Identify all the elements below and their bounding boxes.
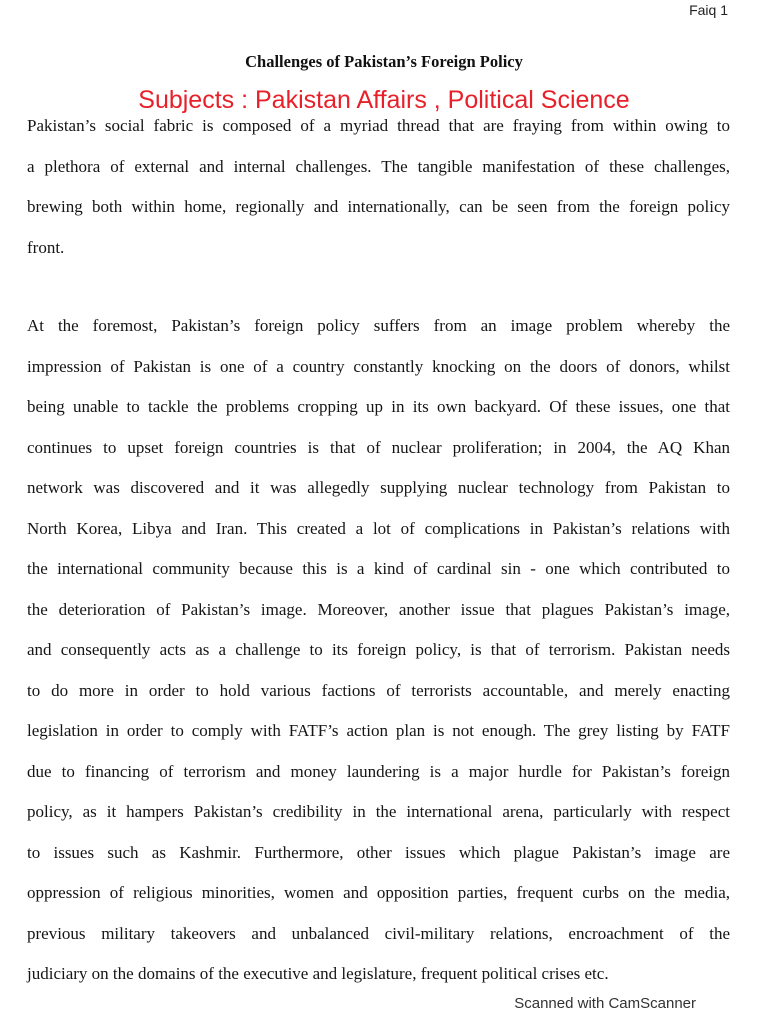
paragraph-line: brewing both within home, regionally and internationally, can be seen from the foreign policy — [27, 197, 730, 216]
paragraph-line: network was discovered and it was allegedly supplying nuclear technology from Pakistan to — [27, 478, 730, 497]
paragraph-line: legislation in order to comply with FATF’s action plan is not enough. The grey listing by FATF — [27, 721, 730, 740]
document-title: Challenges of Pakistan’s Foreign Policy — [245, 52, 523, 71]
scanner-watermark: Scanned with CamScanner — [514, 995, 696, 1012]
paragraph-line: the deterioration of Pakistan’s image. Moreover, another issue that plagues Pakistan’s image, — [27, 599, 730, 619]
paragraph-intro — [27, 106, 730, 268]
paragraph-line: being unable to tackle the problems cropping up in its own backyard. Of these issues, one that — [27, 397, 730, 416]
paragraph-image-problem — [27, 306, 730, 995]
page-number-label: Faiq 1 — [689, 2, 728, 18]
paragraph-line: oppression of religious minorities, women and opposition parties, frequent curbs on the media, — [27, 883, 730, 902]
paragraph-line: continues to upset foreign countries is that of nuclear proliferation; in 2004, the AQ Khan — [27, 437, 730, 457]
paragraph-line: to do more in order to hold various factions of terrorists accountable, and merely enacting — [27, 680, 730, 700]
paragraph-line: judiciary on the domains of the executive and legislature, frequent political crises etc. — [27, 964, 609, 983]
paragraph-line: previous military takeovers and unbalanced civil-military relations, encroachment of the — [27, 923, 730, 943]
subjects-annotation: Subjects : Pakistan Affairs , Political Science — [138, 86, 630, 114]
paragraph-line: North Korea, Libya and Iran. This created a lot of complications in Pakistan’s relations with — [27, 518, 730, 538]
paragraph-line: front. — [27, 237, 65, 257]
paragraph-line: Pakistan’s social fabric is composed of a myriad thread that are fraying from within owing to — [27, 116, 730, 135]
paragraph-line: due to financing of terrorism and money laundering is a major hurdle for Pakistan’s foreign — [27, 761, 730, 781]
paragraph-line: impression of Pakistan is one of a country constantly knocking on the doors of donors, whilst — [27, 356, 730, 376]
paragraph-line: to issues such as Kashmir. Furthermore, other issues which plague Pakistan’s image are — [27, 842, 730, 862]
paragraph-line: a plethora of external and internal challenges. The tangible manifestation of these challenges, — [27, 156, 730, 176]
paragraph-line: At the foremost, Pakistan’s foreign policy suffers from an image problem whereby the — [27, 316, 730, 335]
paragraph-line: and consequently acts as a challenge to its foreign policy, is that of terrorism. Pakistan needs — [27, 640, 730, 659]
paragraph-line: the international community because this is a kind of cardinal sin - one which contributed to — [27, 559, 730, 578]
paragraph-line: policy, as it hampers Pakistan’s credibility in the international arena, particularly with respect — [27, 802, 730, 821]
